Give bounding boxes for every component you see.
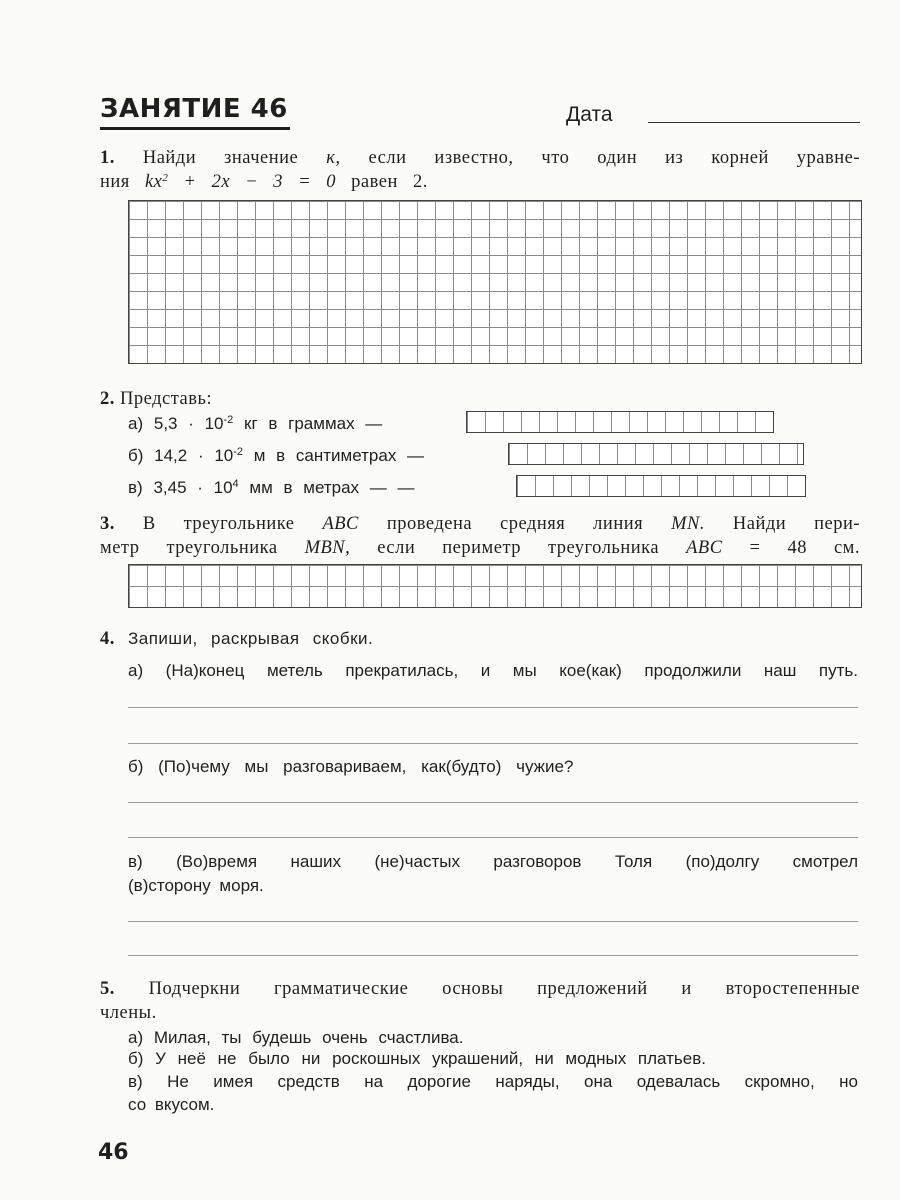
task-5-line-1 (100, 977, 860, 1001)
task-1-text: Найди значение (142, 148, 299, 168)
task-4-number: 4. (100, 629, 115, 649)
task-4-answer-line-b2[interactable] (128, 837, 858, 838)
title-underline (100, 127, 290, 130)
task-1-equation: $kx^2$ (144, 172, 169, 192)
task-1-equation-rest: + 2x − 3 = 0 (183, 172, 337, 192)
task-3-line-2: метр треугольника MBN, если периметр треугольника ABC = 48 см. (100, 538, 861, 558)
task-2-number: 2. (100, 389, 115, 409)
task-1-line-1 (100, 146, 860, 170)
task-3-line-1: 3. В треугольнике ABC проведена средняя линия MN. Найди пери- (100, 514, 861, 534)
task-1-text-2: если известно, что один из корней уравне- (368, 148, 861, 168)
task-2-title (100, 387, 860, 411)
task-4-answer-line-a1[interactable] (128, 707, 858, 708)
task-2-answer-a[interactable] (466, 411, 774, 433)
task-1-variable: к, (326, 148, 341, 168)
task-5-number: 5. (100, 979, 115, 999)
task-5-text: Подчеркни грамматические основы предложений и второстепенные (148, 979, 861, 999)
task-3-number: 3. (100, 514, 115, 534)
task-4-answer-line-c1[interactable] (128, 921, 858, 922)
task-5-sentence-b: б) У неё не было ни роскошных украшений, ни модных платьев. (128, 1049, 706, 1068)
task-2-item-b: б) $14,2 \cdot 10^{-2}$ м в сантиметрах — (128, 446, 425, 465)
task-4-sentence-b: б) (По)чему мы разговариваем, как(будто) чужие? (128, 757, 574, 776)
task-2-answer-c[interactable] (516, 475, 806, 497)
task-4-sentence-c-line-1: в) (Во)время наших (не)частых разговоров Толя (по)долгу смотрел (128, 852, 858, 871)
task-4-sentence-a: а) (На)конец метель прекратилась, и мы кое(как) продолжили наш путь. (128, 661, 858, 680)
date-field[interactable] (648, 122, 860, 123)
task-4-answer-line-b1[interactable] (128, 802, 858, 803)
task-4-sentence-c-line-2: (в)сторону моря. (128, 876, 264, 895)
task-2-answer-b[interactable] (508, 443, 804, 465)
task-4-answer-line-a2[interactable] (128, 743, 858, 744)
lesson-title: ЗАНЯТИЕ 46 (100, 94, 288, 124)
task-1-number: 1. (100, 148, 115, 168)
date-label: Дата (566, 103, 613, 126)
task-1-answer-grid[interactable] (128, 200, 862, 364)
task-2-item-a: а) $5,3 \cdot 10^{-2}$ кг в граммах — (128, 414, 383, 433)
task-1-line-2 (100, 170, 860, 194)
page-number: 46 (98, 1140, 129, 1165)
task-3-answer-grid[interactable] (128, 564, 862, 608)
task-4-text: Запиши, раскрывая скобки. (128, 629, 374, 648)
task-4-answer-line-c2[interactable] (128, 955, 858, 956)
task-2-text: Представь: (120, 389, 213, 409)
task-5-sentence-a: а) Милая, ты будешь очень счастлива. (128, 1028, 464, 1047)
task-5-sentence-c-line-1: в) Не имея средств на дорогие наряды, она одевалась скромно, но (128, 1072, 858, 1091)
task-2-item-c: в) $3,45 \cdot 10^4$ мм в метрах — — (128, 478, 415, 497)
task-1-text-3: ния (100, 172, 130, 192)
task-1-text-4: равен 2. (351, 172, 428, 192)
task-5-sentence-c-line-2: со вкусом. (128, 1095, 215, 1114)
task-5-line-2: члены. (100, 1003, 157, 1023)
task-4-title (100, 627, 860, 651)
